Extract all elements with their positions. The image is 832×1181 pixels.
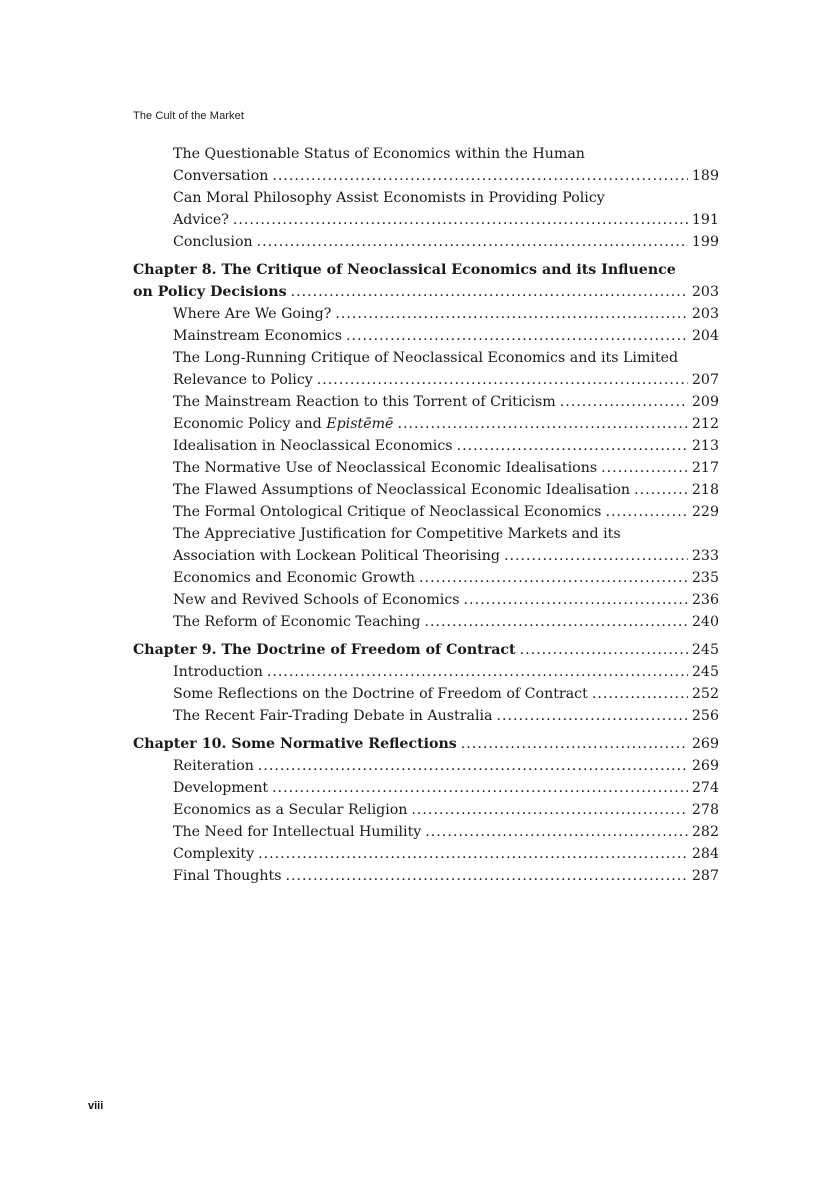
dot-leader: [464, 589, 688, 611]
toc-entry[interactable]: [133, 777, 719, 799]
toc-entry[interactable]: [133, 611, 719, 633]
table-of-contents: [133, 143, 719, 887]
toc-page-number: 235: [691, 570, 719, 586]
toc-entry[interactable]: [133, 231, 719, 253]
dot-leader: [267, 661, 688, 683]
chapter-title: Chapter 9. The Doctrine of Freedom of Contract: [133, 642, 516, 658]
dot-leader: [605, 501, 687, 523]
toc-entry[interactable]: [133, 821, 719, 843]
dot-leader: [258, 755, 688, 777]
toc-entry-line: [133, 143, 719, 165]
dot-leader: [461, 733, 688, 755]
toc-entry-line: [133, 523, 719, 545]
toc-entry-title: Some Reflections on the Doctrine of Freedom of Contract: [173, 686, 588, 702]
dot-leader: [497, 705, 688, 727]
toc-entry-title: Economics and Economic Growth: [173, 570, 416, 586]
toc-page-number: 245: [691, 664, 719, 680]
toc-entry-title: Relevance to Policy: [173, 372, 313, 388]
toc-entry[interactable]: [133, 209, 719, 231]
toc-page-number: 189: [691, 168, 719, 184]
toc-page-number: 199: [691, 234, 719, 250]
toc-page-number: 212: [691, 416, 719, 432]
dot-leader: [346, 325, 688, 347]
toc-page-number: 203: [691, 306, 719, 322]
toc-page-number: 287: [691, 868, 719, 884]
toc-entry-title: Conversation: [173, 168, 269, 184]
toc-page-number: 274: [691, 780, 719, 796]
toc-entry[interactable]: [133, 369, 719, 391]
toc-entry-title: Introduction: [173, 664, 263, 680]
toc-entry-title: New and Revived Schools of Economics: [173, 592, 460, 608]
toc-page-number: 256: [691, 708, 719, 724]
chapter-title: on Policy Decisions: [133, 284, 287, 300]
toc-entry-title: The Normative Use of Neoclassical Economic Idealisations: [173, 460, 598, 476]
toc-entry-title: The Questionable Status of Economics within the Human: [173, 146, 585, 162]
toc-chapter-10[interactable]: [133, 733, 719, 755]
toc-page-number: 278: [691, 802, 719, 818]
toc-entry-title: Idealisation in Neoclassical Economics: [173, 438, 453, 454]
toc-entry-title: The Need for Intellectual Humility: [173, 824, 422, 840]
toc-entry[interactable]: [133, 165, 719, 187]
dot-leader: [601, 457, 688, 479]
chapter-title: Chapter 10. Some Normative Reflections: [133, 736, 457, 752]
toc-entry[interactable]: [133, 755, 719, 777]
chapter-title: Chapter 8. The Critique of Neoclassical Economics and its Influence: [133, 262, 676, 278]
toc-page-number: 269: [691, 758, 719, 774]
dot-leader: [520, 639, 688, 661]
toc-page-number: 269: [691, 736, 719, 752]
toc-page-number: 233: [691, 548, 719, 564]
toc-entry-title: Advice?: [173, 212, 229, 228]
toc-page-number: 236: [691, 592, 719, 608]
toc-entry-title: The Mainstream Reaction to this Torrent of Criticism: [173, 394, 556, 410]
toc-page-number: 203: [691, 284, 719, 300]
dot-leader: [257, 231, 688, 253]
toc-entry-title: Economics as a Secular Religion: [173, 802, 408, 818]
toc-entry[interactable]: [133, 435, 719, 457]
toc-entry[interactable]: [133, 413, 719, 435]
toc-entry[interactable]: [133, 325, 719, 347]
toc-chapter-line: [133, 259, 719, 281]
toc-page-number: 213: [691, 438, 719, 454]
toc-entry-title: Can Moral Philosophy Assist Economists in Providing Policy: [173, 190, 605, 206]
toc-entry[interactable]: [133, 457, 719, 479]
toc-page-number: 282: [691, 824, 719, 840]
toc-page-number: 191: [691, 212, 719, 228]
toc-entry-title: The Flawed Assumptions of Neoclassical Economic Idealisation: [173, 482, 631, 498]
toc-entry-title: The Formal Ontological Critique of Neoclassical Economics: [173, 504, 602, 520]
toc-entry[interactable]: [133, 589, 719, 611]
toc-page-number: 240: [691, 614, 719, 630]
dot-leader: [233, 209, 688, 231]
dot-leader: [397, 413, 687, 435]
toc-page-number: 245: [691, 642, 719, 658]
toc-entry-title: Final Thoughts: [173, 868, 282, 884]
toc-entry-title-part: Economic Policy and: [173, 416, 327, 432]
toc-entry-title: The Reform of Economic Teaching: [173, 614, 421, 630]
dot-leader: [425, 821, 688, 843]
toc-page-number: 252: [691, 686, 719, 702]
toc-entry-title: Development: [173, 780, 269, 796]
toc-entry[interactable]: [133, 567, 719, 589]
toc-page-number: 229: [691, 504, 719, 520]
dot-leader: [560, 391, 688, 413]
toc-page-number: 217: [691, 460, 719, 476]
toc-page-number: 204: [691, 328, 719, 344]
toc-entry[interactable]: [133, 303, 719, 325]
toc-page-number: 284: [691, 846, 719, 862]
toc-entry[interactable]: [133, 865, 719, 887]
toc-entry[interactable]: [133, 545, 719, 567]
toc-entry[interactable]: [133, 799, 719, 821]
dot-leader: [258, 843, 688, 865]
dot-leader: [286, 865, 688, 887]
dot-leader: [457, 435, 688, 457]
toc-entry-title: Reiteration: [173, 758, 254, 774]
dot-leader: [272, 165, 688, 187]
toc-entry-title: The Long-Running Critique of Neoclassical Economics and its Limited: [173, 350, 679, 366]
dot-leader: [317, 369, 688, 391]
toc-entry[interactable]: [133, 391, 719, 413]
toc-chapter-8[interactable]: [133, 281, 719, 303]
running-header: The Cult of the Market: [133, 110, 245, 122]
toc-entry-line: [133, 347, 719, 369]
toc-page-number: 209: [691, 394, 719, 410]
toc-entry-title: [173, 413, 393, 435]
toc-entry-title: Where Are We Going?: [173, 306, 332, 322]
page-folio: viii: [88, 1100, 104, 1112]
toc-chapter-9[interactable]: [133, 639, 719, 661]
toc-entry-line: [133, 187, 719, 209]
dot-leader: [419, 567, 688, 589]
toc-entry[interactable]: [133, 501, 719, 523]
toc-entry[interactable]: [133, 705, 719, 727]
dot-leader: [272, 777, 688, 799]
dot-leader: [411, 799, 688, 821]
dot-leader: [592, 683, 688, 705]
toc-entry-title: Conclusion: [173, 234, 253, 250]
toc-entry-title: Complexity: [173, 846, 255, 862]
toc-entry[interactable]: [133, 661, 719, 683]
dot-leader: [424, 611, 687, 633]
dot-leader: [291, 281, 688, 303]
toc-entry-title-italic: Epistēmē: [326, 416, 394, 432]
dot-leader: [335, 303, 688, 325]
toc-entry-title: Mainstream Economics: [173, 328, 342, 344]
toc-entry[interactable]: [133, 683, 719, 705]
toc-entry-title: The Appreciative Justification for Competitive Markets and its: [173, 526, 621, 542]
toc-entry-title: Association with Lockean Political Theorising: [173, 548, 500, 564]
toc-page-number: 207: [691, 372, 719, 388]
dot-leader: [504, 545, 688, 567]
toc-entry[interactable]: [133, 843, 719, 865]
toc-page-number: 218: [691, 482, 719, 498]
toc-entry[interactable]: [133, 479, 719, 501]
toc-entry-title: The Recent Fair-Trading Debate in Australia: [173, 708, 493, 724]
dot-leader: [634, 479, 688, 501]
